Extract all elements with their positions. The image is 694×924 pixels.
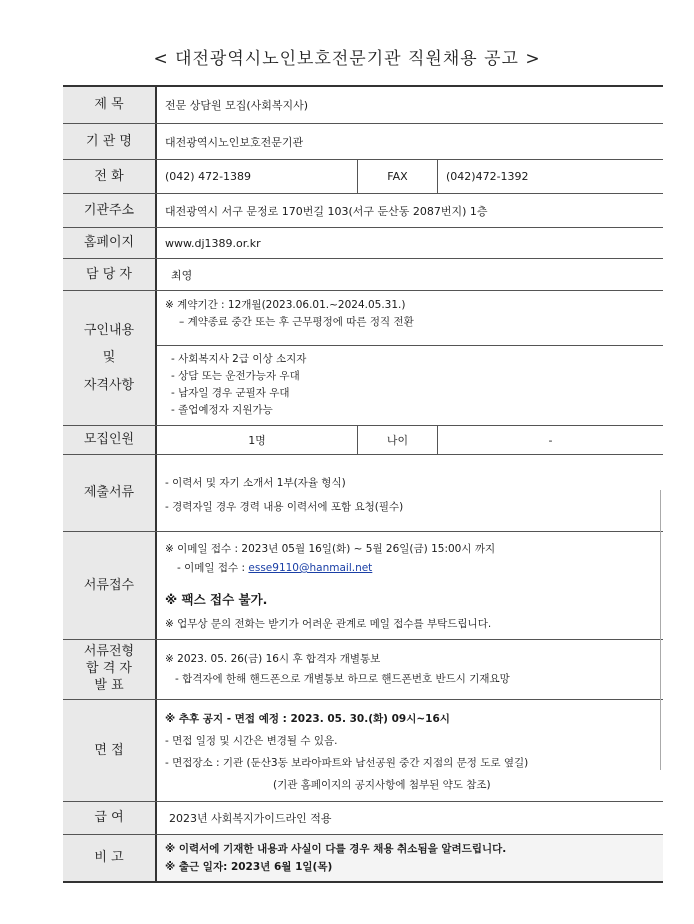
interview-line-3: - 면접장소 : 기관 (둔산3동 보라아파트와 남선공원 중간 지점의 문정 도로 옆길) <box>165 757 529 769</box>
org-value: 대전광역시노인보호전문기관 <box>165 135 304 149</box>
row-address <box>63 194 663 228</box>
qualification-divider <box>157 345 663 346</box>
email-link[interactable]: esse9110@hanmail.net <box>248 562 373 574</box>
qualification-label-1: 구인내용 <box>83 322 135 338</box>
age-value: - <box>437 426 663 454</box>
row-result <box>63 640 663 700</box>
fax-label: FAX <box>357 160 437 193</box>
result-label <box>63 640 157 699</box>
salary-label: 급 여 <box>63 802 157 834</box>
result-label-3: 발 표 <box>94 677 124 693</box>
row-contact <box>63 259 663 291</box>
result-line-2: - 합격자에 한해 핸드폰으로 개별통보 하므로 핸드폰번호 반드시 기재요망 <box>175 673 510 685</box>
interview-details <box>165 708 659 796</box>
qualification-label-3: 자격사항 <box>83 377 135 393</box>
requirement-item: - 상담 또는 운전가능자 우대 <box>171 370 300 382</box>
row-headcount <box>63 426 663 455</box>
requirement-item: - 졸업예정자 지원가능 <box>171 404 273 416</box>
requirement-item: - 남자일 경우 군필자 우대 <box>171 387 290 399</box>
submission-line-2-prefix: - 이메일 접수 : <box>177 562 249 574</box>
remarks-line-1: ※ 이력서에 기재한 내용과 사실이 다를 경우 채용 취소됨을 알려드립니다. <box>165 843 507 855</box>
documents-line-1: - 이력서 및 자기 소개서 1부(자율 형식) <box>165 477 346 489</box>
row-salary <box>63 802 663 835</box>
row-org <box>63 124 663 160</box>
result-line-1: ※ 2023. 05. 26(금) 16시 후 합격자 개별통보 <box>165 653 381 665</box>
row-documents <box>63 455 663 532</box>
documents-label: 제출서류 <box>63 455 157 531</box>
submission-label: 서류접수 <box>63 532 157 639</box>
result-label-2: 합 격 자 <box>86 661 132 677</box>
documents-line-2: - 경력자일 경우 경력 내용 이력서에 포함 요청(필수) <box>165 501 404 513</box>
address-value: 대전광역시 서구 문정로 170번길 103(서구 둔산동 2087번지) 1층 <box>165 204 488 218</box>
remarks-details <box>165 840 659 876</box>
scan-edge-line <box>660 490 661 770</box>
row-remarks <box>63 835 663 881</box>
row-homepage <box>63 228 663 259</box>
submission-details <box>165 540 659 634</box>
requirements-list <box>165 351 659 419</box>
phone-label: 전 화 <box>63 160 157 193</box>
age-label: 나이 <box>357 426 437 454</box>
job-posting-table <box>63 85 663 883</box>
result-label-1: 서류전형 <box>83 644 135 660</box>
contact-value: 최영 <box>171 268 193 282</box>
documents-list <box>165 471 659 519</box>
remarks-label: 비 고 <box>63 835 157 881</box>
salary-value: 2023년 사회복지가이드라인 적용 <box>169 812 332 825</box>
row-subject <box>63 87 663 124</box>
fax-value: (042)472-1392 <box>437 160 663 193</box>
row-qualification <box>63 291 663 426</box>
submission-line-4: ※ 업무상 문의 전화는 받기가 어려운 관계로 메일 접수를 부탁드립니다. <box>165 618 492 630</box>
contract-line-2: – 계약종료 중간 또는 후 근무평정에 따른 정직 전환 <box>179 316 414 328</box>
remarks-line-2: ※ 출근 일자: 2023년 6월 1일(목) <box>165 861 333 873</box>
qualification-label <box>63 291 157 425</box>
requirement-item: - 사회복지사 2급 이상 소지자 <box>171 353 307 365</box>
row-phone <box>63 160 663 194</box>
result-details <box>165 649 659 689</box>
interview-line-2: - 면접 일정 및 시간은 변경될 수 있음. <box>165 735 338 747</box>
subject-label: 제 목 <box>63 87 157 123</box>
no-fax-notice: ※ 팩스 접수 불가. <box>165 592 268 607</box>
homepage-label: 홈페이지 <box>63 228 157 258</box>
contact-label: 담 당 자 <box>63 259 157 290</box>
qualification-label-2: 및 <box>102 350 116 366</box>
interview-line-4: (기관 홈페이지의 공지사항에 첨부된 약도 참조) <box>273 779 491 791</box>
interview-label: 면 접 <box>63 700 157 801</box>
submission-line-1: ※ 이메일 접수 : 2023년 05월 16일(화) ~ 5월 26일(금) 15:00시 까지 <box>165 543 496 555</box>
phone-value: (042) 472-1389 <box>165 170 252 183</box>
org-label: 기 관 명 <box>63 124 157 159</box>
row-submission <box>63 532 663 640</box>
contract-terms <box>165 297 659 331</box>
subject-value: 전문 상담원 모집(사회복지사) <box>165 99 309 112</box>
headcount-label: 모집인원 <box>63 426 157 454</box>
interview-line-1: ※ 추후 공지 - 면접 예정 : 2023. 05. 30.(화) 09시~16시 <box>165 713 450 725</box>
address-label: 기관주소 <box>63 194 157 227</box>
headcount-value: 1명 <box>248 434 266 447</box>
page-title: < 대전광역시노인보호전문기관 직원채용 공고 > <box>153 49 541 69</box>
contract-line-1: ※ 계약기간 : 12개월(2023.06.01.~2024.05.31.) <box>165 299 406 311</box>
row-interview <box>63 700 663 802</box>
homepage-link[interactable]: www.dj1389.or.kr <box>165 236 261 250</box>
